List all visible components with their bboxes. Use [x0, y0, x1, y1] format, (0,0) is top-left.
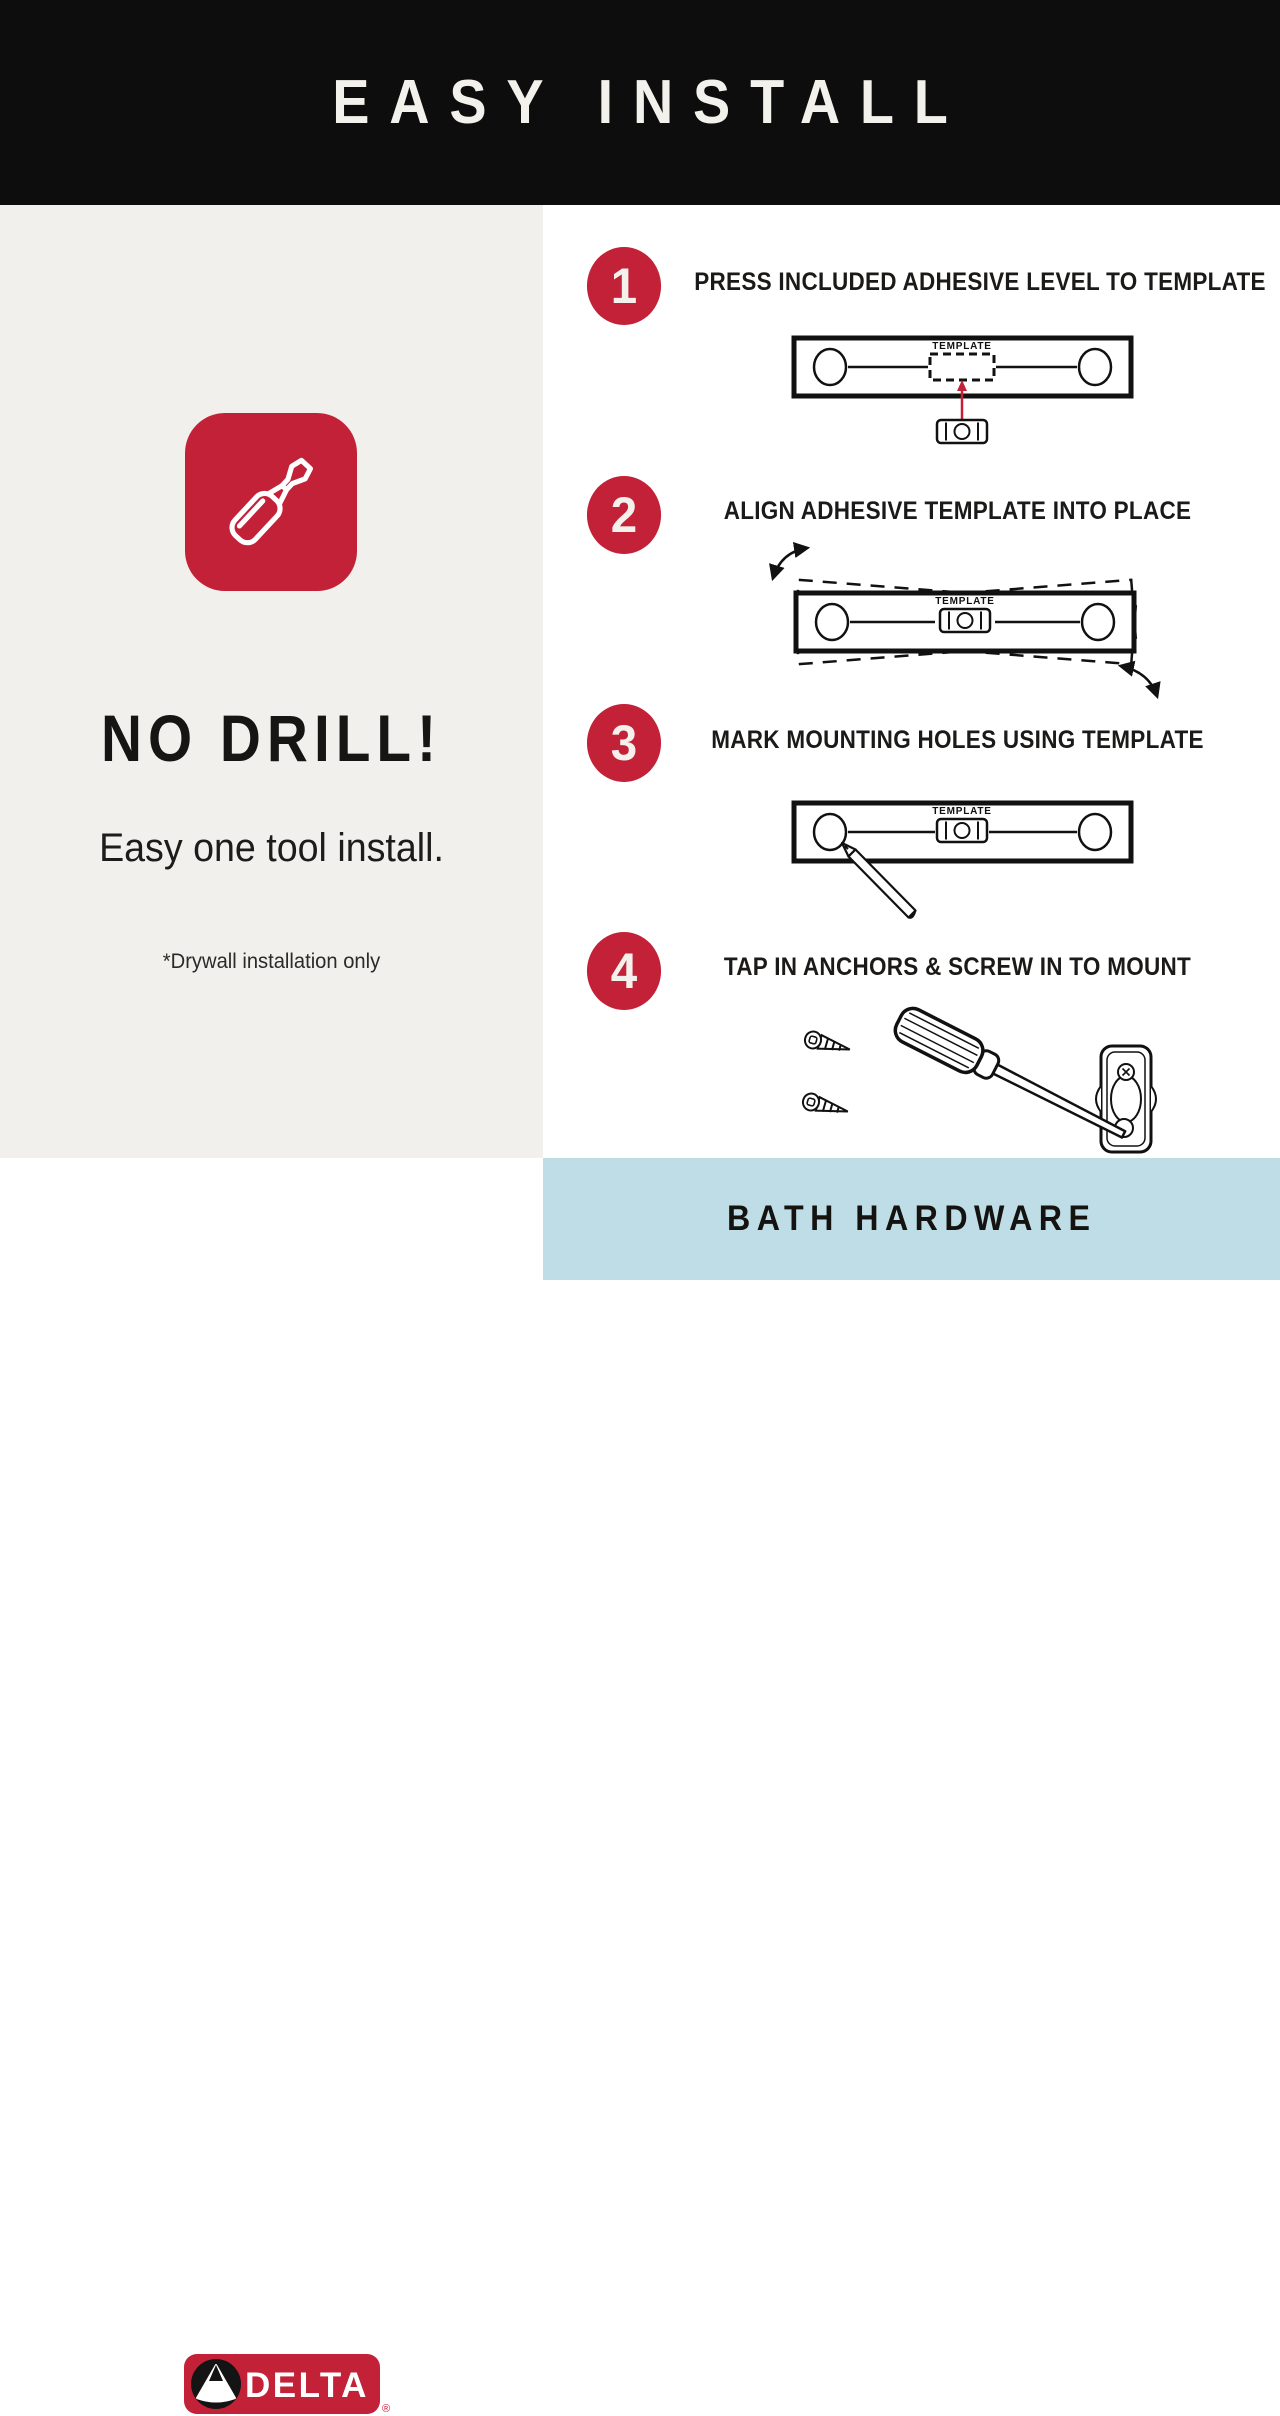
headline: NO DRILL! [100, 701, 443, 775]
step-4-label: TAP IN ANCHORS & SCREW IN TO MOUNT [723, 953, 1192, 981]
footnote: *Drywall installation only [162, 950, 381, 973]
drywall-anchor [803, 1030, 852, 1059]
rotate-arrow-top-left [773, 548, 807, 578]
step-3-label: MARK MOUNTING HOLES USING TEMPLATE [711, 726, 1204, 754]
step-4-number: 4 [587, 932, 661, 1010]
registered-trademark: ® [382, 2403, 391, 2415]
screwdriver [891, 1004, 1132, 1150]
template-label: TEMPLATE [935, 596, 995, 607]
step-1-illustration-template-level [790, 330, 1135, 450]
step-4-illustration-anchors-screwdriver [783, 998, 1178, 1158]
template-label: TEMPLATE [932, 341, 992, 352]
adhesive-level [937, 819, 987, 842]
brand-name: DELTA [245, 2366, 369, 2405]
step-2-number: 2 [587, 476, 661, 554]
page-title: EASY INSTALL [332, 68, 968, 137]
step-2-label: ALIGN ADHESIVE TEMPLATE INTO PLACE [723, 497, 1192, 525]
step-1-label: PRESS INCLUDED ADHESIVE LEVEL TO TEMPLATE [694, 268, 1266, 296]
adhesive-level [940, 609, 990, 632]
footer-category-band [543, 1158, 1280, 1280]
drywall-anchor [801, 1092, 850, 1121]
mount-bracket [1096, 1046, 1156, 1152]
step-1-number: 1 [587, 247, 661, 325]
subheadline: Easy one tool install. [99, 826, 444, 870]
category-label: BATH HARDWARE [726, 1199, 1097, 1238]
no-drill-badge [185, 413, 357, 591]
screwdriver-icon [210, 441, 332, 563]
adhesive-level [937, 420, 987, 443]
footer-brand-area [0, 1158, 543, 2415]
template-label: TEMPLATE [932, 806, 992, 817]
step-3-illustration-pencil-marking [790, 795, 1135, 925]
rotate-arrow-bottom-right [1121, 666, 1157, 696]
left-panel-background [0, 205, 543, 1158]
header-banner [0, 0, 1280, 205]
delta-logo [183, 2352, 395, 2416]
step-3-number: 3 [587, 704, 661, 782]
step-2-illustration-align-template [763, 538, 1167, 708]
